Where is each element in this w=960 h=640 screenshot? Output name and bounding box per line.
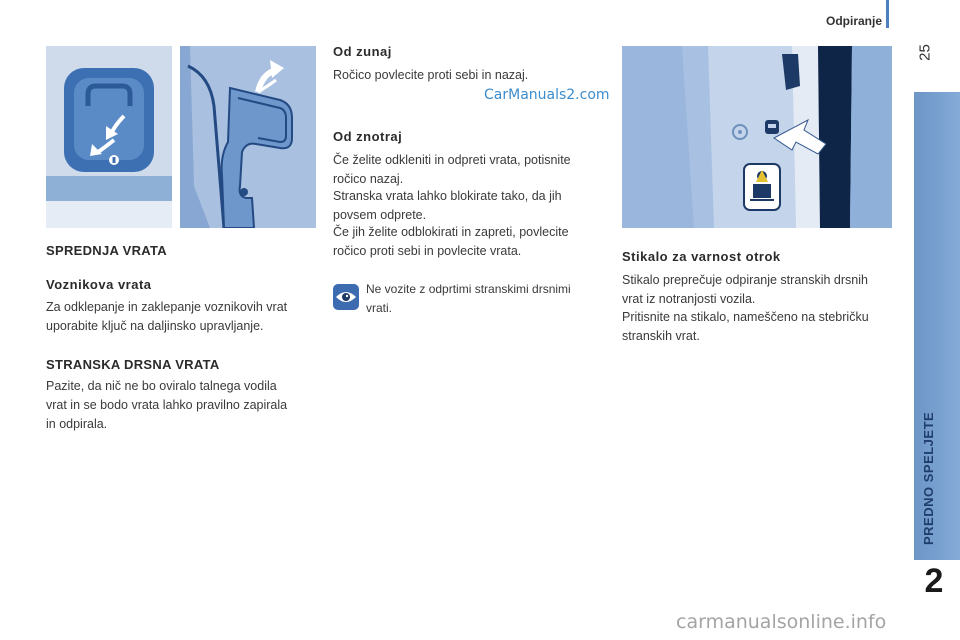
child-lock-line: Stikalo preprečuje odpiranje stranskih drsnih	[622, 273, 868, 287]
section-title: Odpiranje	[825, 14, 882, 28]
child-lock-paragraph-2	[622, 308, 869, 346]
header-rule	[886, 0, 889, 28]
child-lock-line: vrat iz notranjosti vozila.	[622, 292, 756, 306]
child-lock-line: stranskih vrat.	[622, 329, 700, 343]
inside-line: ročico nazaj.	[333, 172, 404, 186]
watermark-top: CarManuals2.com	[484, 87, 610, 103]
sliding-door-text	[46, 377, 287, 434]
sliding-door-line: vrat in se bodo vrata lahko pravilno zapirala	[46, 398, 288, 412]
child-lock-line: Pritisnite na stikalo, nameščeno na stebričku	[622, 310, 869, 324]
chapter-number: 2	[924, 562, 944, 600]
sliding-door-heading: STRANSKA DRSNA VRATA	[46, 357, 220, 372]
child-lock-paragraph-1	[622, 271, 868, 309]
inside-line: Stranska vrata lahko blokirate tako, da jih	[333, 189, 562, 203]
driver-door-line: uporabite ključ na daljinsko upravljanje.	[46, 319, 264, 333]
inside-paragraph-1	[333, 151, 571, 189]
sliding-door-line: in odpirala.	[46, 417, 108, 431]
door-handle-illustration	[46, 46, 172, 228]
child-lock-illustration	[622, 46, 892, 228]
outside-text: Ročico povlecite proti sebi in nazaj.	[333, 68, 529, 82]
page-number: 25	[916, 44, 934, 61]
outside-heading: Od zunaj	[333, 44, 392, 59]
driver-door-text	[46, 298, 287, 336]
driver-door-heading: Voznikova vrata	[46, 277, 152, 292]
inside-paragraph-2	[333, 187, 562, 225]
sliding-door-line: Pazite, da nič ne bo oviralo talnega vodila	[46, 379, 277, 393]
warning-note-line: vrati.	[366, 301, 393, 315]
inside-heading: Od znotraj	[333, 129, 403, 144]
warning-note-line: Ne vozite z odprtimi stranskimi drsnimi	[366, 282, 571, 296]
inside-line: Če jih želite odblokirati in zapreti, povlecite	[333, 225, 569, 239]
inside-line: Če želite odkleniti in odpreti vrata, potisnite	[333, 153, 571, 167]
watermark-bottom: carmanualsonline.info	[676, 611, 887, 633]
inside-line: ročico proti sebi in povlecite vrata.	[333, 244, 522, 258]
eye-icon	[333, 284, 359, 310]
child-lock-heading: Stikalo za varnost otrok	[622, 249, 781, 264]
chapter-side-label-text: PREDNO SPELJETE	[921, 411, 936, 545]
driver-door-line: Za odklepanje in zaklepanje voznikovih vrat	[46, 300, 288, 314]
warning-note	[366, 280, 571, 318]
inside-paragraph-3	[333, 223, 569, 261]
front-doors-heading: SPREDNJA VRATA	[46, 243, 167, 258]
sliding-door-illustration	[180, 46, 316, 228]
inside-line: povsem odprete.	[333, 208, 427, 222]
